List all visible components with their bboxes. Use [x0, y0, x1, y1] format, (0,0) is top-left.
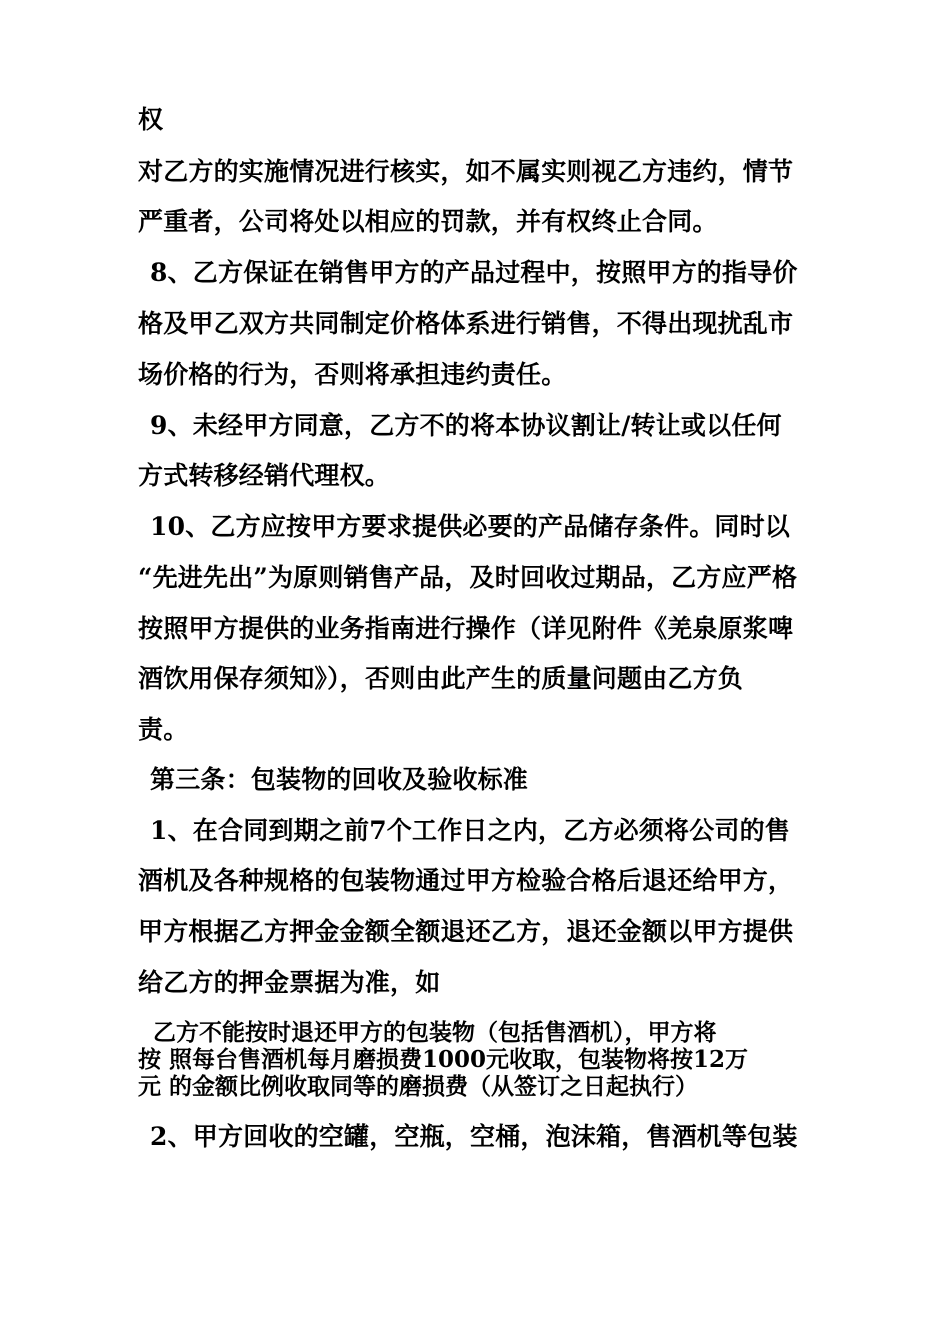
- text-line: 方式转移经销代理权。: [138, 461, 391, 490]
- text-line: 10、乙方应按甲方要求提供必要的产品储存条件。同时以: [150, 512, 790, 541]
- text-line: 2、甲方回收的空罐，空瓶，空桶，泡沫箱，售酒机等包装: [150, 1122, 798, 1151]
- section-heading: 第三条：包装物的回收及验收标准: [150, 765, 529, 794]
- text-line: 酒饮用保存须知》），否则由此产生的质量问题由乙方负: [138, 664, 744, 693]
- text-line: 酒机及各种规格的包装物通过甲方检验合格后退还给甲方，: [138, 866, 794, 895]
- text-line: 乙方不能按时退还甲方的包装物（包括售酒机），甲方将: [153, 1019, 717, 1046]
- text-line: 按 照每台售酒机每月磨损费1000元收取，包装物将按12万: [138, 1046, 749, 1073]
- text-line: “先进先出”为原则销售产品，及时回收过期品，乙方应严格: [138, 563, 798, 592]
- text-line: 甲方根据乙方押金金额全额退还乙方，退还金额以甲方提供: [138, 917, 794, 946]
- text-line: 对乙方的实施情况进行核实，如不属实则视乙方违约，情节: [138, 157, 794, 186]
- text-line: 8、乙方保证在销售甲方的产品过程中，按照甲方的指导价: [150, 258, 798, 287]
- text-line: 元 的金额比例收取同等的磨损费（从签订之日起执行）: [138, 1073, 699, 1100]
- text-line: 责。: [138, 715, 189, 744]
- text-line: 权: [138, 105, 164, 134]
- text-line: 场价格的行为，否则将承担违约责任。: [138, 360, 567, 389]
- text-line: 9、未经甲方同意，乙方不的将本协议割让/转让或以任何: [150, 411, 782, 440]
- text-line: 1、在合同到期之前7个工作日之内，乙方必须将公司的售: [150, 816, 790, 845]
- text-line: 严重者，公司将处以相应的罚款，并有权终止合同。: [138, 207, 718, 236]
- text-line: 给乙方的押金票据为准，如: [138, 968, 441, 997]
- text-line: 格及甲乙双方共同制定价格体系进行销售，不得出现扰乱市: [138, 309, 794, 338]
- text-line: 按照甲方提供的业务指南进行操作（详见附件《羌泉原浆啤: [138, 614, 794, 643]
